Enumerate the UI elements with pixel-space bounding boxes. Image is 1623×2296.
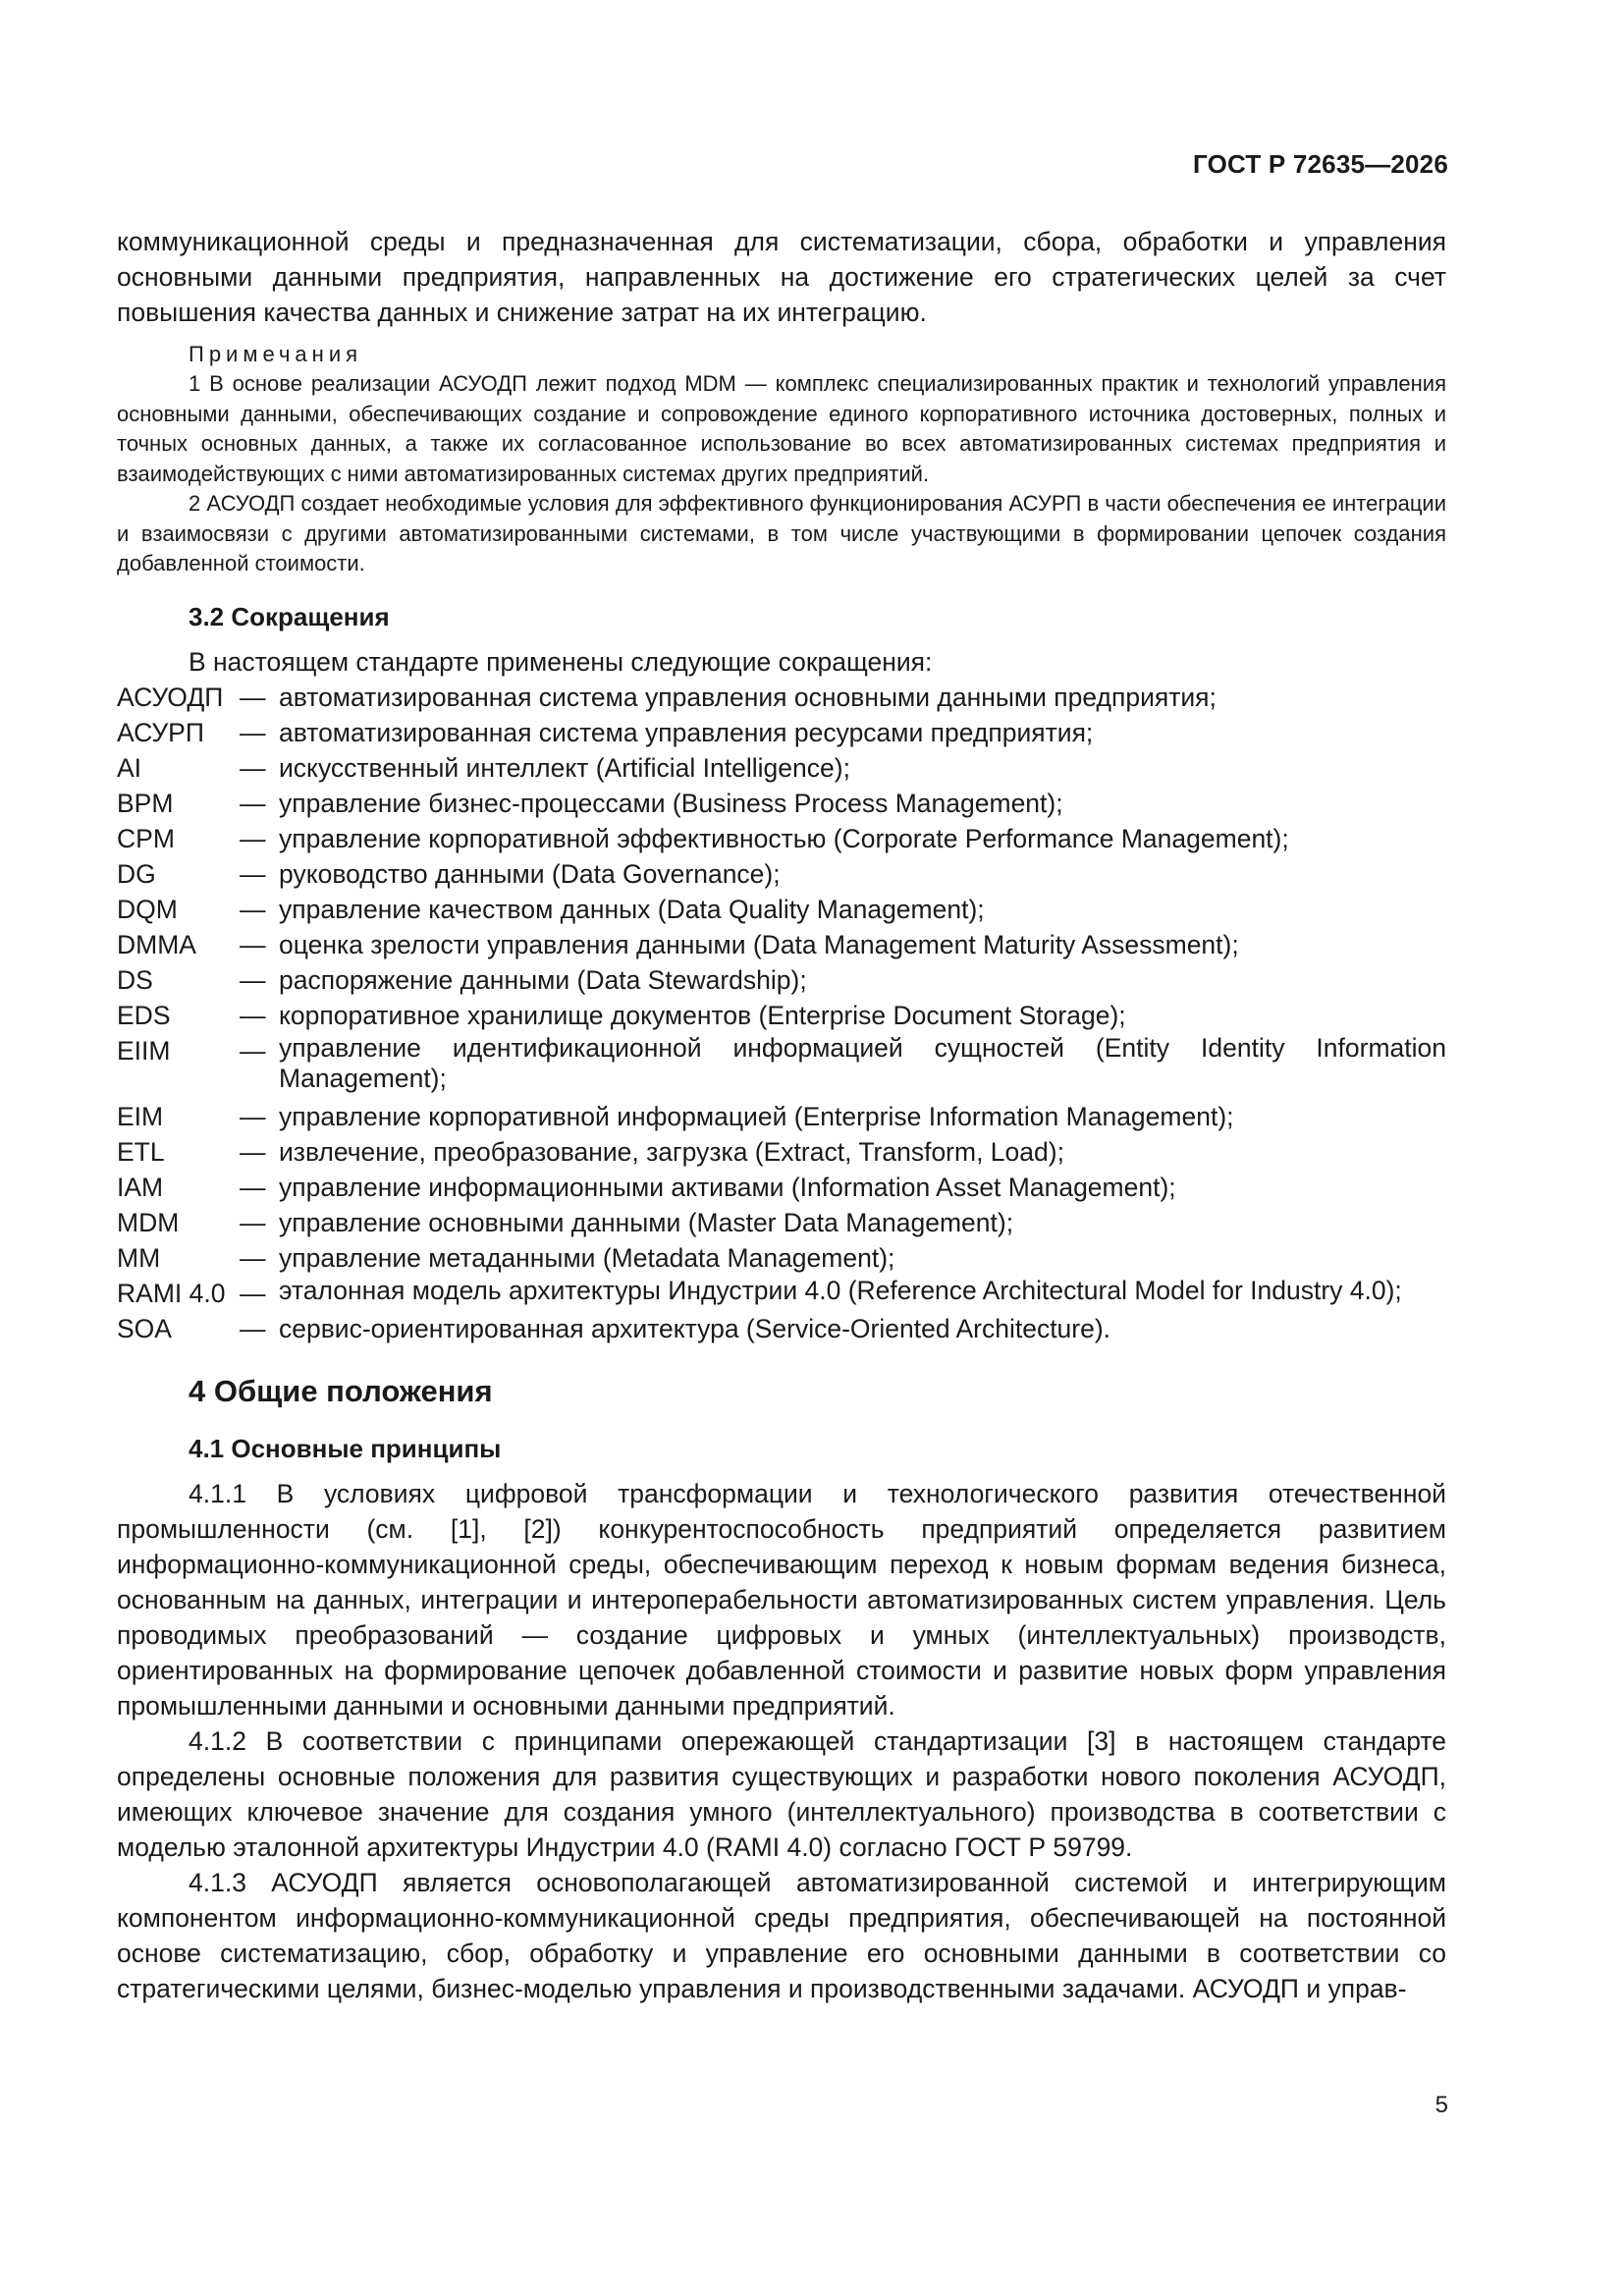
abbreviation-definition: управление корпоративной эффективностью (Corporate Performance Management);: [279, 823, 1289, 853]
abbreviation-row: [117, 1033, 1446, 1099]
abbreviation-dash: —: [240, 964, 266, 995]
abbreviation-dash: —: [240, 752, 266, 783]
abbreviation-definition: руководство данными (Data Governance);: [279, 858, 781, 889]
paragraph-4-1-2: 4.1.2 В соответствии с принципами опережающей стандартизации [3] в настоящем стандарте определены основные положения для развития существующих и разработки нового поколения АСУОДП, имеющих ключевое значение для создания умного (интеллектуального) производства в соответствии с моделью эталонной архитектуры Индустрии 4.0 (RAMI 4.0) согласно ГОСТ Р 59799.: [117, 1725, 1446, 1862]
abbreviation-term: MDM: [117, 1207, 180, 1237]
notes-title: Примечания: [189, 342, 363, 366]
abbreviation-definition: оценка зрелости управления данными (Data Management Maturity Assessment);: [279, 929, 1239, 959]
abbreviation-term: EIIM: [117, 1035, 171, 1066]
abbreviation-row: [117, 750, 1446, 786]
abbreviation-dash: —: [240, 1313, 266, 1343]
intro-paragraph: коммуникационной среды и предназначенная для систематизации, сбора, обработки и управления основными данными предприятия, направленных на достижение его стратегических целей за счет повышения качества данных и снижение затрат на их интеграцию.: [117, 227, 1446, 327]
abbreviation-term: АСУРП: [117, 717, 204, 747]
abbreviation-definition: автоматизированная система управления основными данными предприятия;: [279, 682, 1217, 712]
paragraph-4-1-1: 4.1.1 В условиях цифровой трансформации и технологического развития отечественной промышленности (см. [1], [2]) конкурентоспособность предприятий определяется развитием информационно-коммуникационной среды, обеспечивающим переход к новым формам ведения бизнеса, основанным на данных, интеграции и интероперабельности автоматизированных систем управления. Цель проводимых преобразований — создание цифровых и умных (интеллектуальных) производств, ориентированных на формирование цепочек добавленной стоимости и развитие новых форм управления промышленными данными и основными данными предприятий.: [117, 1478, 1446, 1721]
abbreviation-term: DQM: [117, 894, 178, 924]
abbreviation-dash: —: [240, 1172, 266, 1202]
abbreviation-dash: —: [240, 858, 266, 889]
note-item: 1 В основе реализации АСУОДП лежит подход MDM — комплекс специализированных практик и технологий управления основными данными, обеспечивающих создание и сопровождение единого корпоративного источника достоверных, полных и точных основных данных, а также их согласованное использование во всех автоматизированных системах предприятия и взаимодействующих с ними автоматизированных системах других предприятий.: [117, 371, 1446, 486]
abbreviation-term: АСУОДП: [117, 682, 224, 712]
abbreviation-term: ETL: [117, 1136, 165, 1167]
notes-block: [117, 340, 1446, 579]
abbreviation-definition: извлечение, преобразование, загрузка (Extract, Transform, Load);: [279, 1136, 1064, 1167]
abbreviation-term: SOA: [117, 1313, 172, 1343]
abbreviation-row: [117, 892, 1446, 927]
page-number: 5: [1434, 2092, 1448, 2118]
abbreviation-term: MM: [117, 1242, 161, 1273]
abbreviation-definition: корпоративное хранилище документов (Enterprise Document Storage);: [279, 1000, 1126, 1030]
abbreviation-row: [117, 680, 1446, 715]
abbreviation-dash: —: [240, 929, 266, 959]
abbreviation-row: [117, 1170, 1446, 1205]
abbreviation-dash: —: [240, 1207, 266, 1237]
abbreviation-definition: управление информационными активами (Information Asset Management);: [279, 1172, 1176, 1202]
note-item: 2 АСУОДП создает необходимые условия для эффективного функционирования АСУРП в части обеспечения ее интеграции и взаимосвязи с другими автоматизированными системами, в том числе участвующими в формировании цепочек создания добавленной стоимости.: [117, 491, 1446, 575]
standard-header: ГОСТ Р 72635—2026: [1193, 149, 1448, 179]
abbreviation-row: [117, 786, 1446, 821]
abbreviation-row: [117, 1311, 1446, 1346]
page-content: [117, 224, 1446, 2006]
abbreviations-intro: В настоящем стандарте применены следующие сокращения:: [189, 646, 933, 677]
abbreviation-row: [117, 962, 1446, 998]
abbreviation-dash: —: [240, 1035, 266, 1066]
abbreviation-term: DMMA: [117, 929, 196, 959]
abbreviation-term: DG: [117, 858, 156, 889]
abbreviation-term: IAM: [117, 1172, 164, 1202]
abbreviation-definition: управление идентификационной информацией сущностей (Entity Identity Information Management);: [279, 1032, 1446, 1093]
abbreviations-list: [117, 680, 1446, 1346]
abbreviation-definition: сервис-ориентированная архитектура (Service-Oriented Architecture).: [279, 1313, 1111, 1343]
section-heading-4: 4 Общие положения: [189, 1373, 493, 1408]
abbreviation-dash: —: [240, 1242, 266, 1273]
abbreviation-definition: искусственный интеллект (Artificial Intelligence);: [279, 752, 850, 783]
abbreviation-definition: управление основными данными (Master Data Management);: [279, 1207, 1014, 1237]
abbreviation-row: [117, 1099, 1446, 1134]
abbreviation-term: DS: [117, 964, 153, 995]
abbreviation-term: RAMI 4.0: [117, 1278, 226, 1308]
abbreviation-dash: —: [240, 894, 266, 924]
abbreviation-term: BPM: [117, 788, 174, 818]
abbreviation-term: EIM: [117, 1101, 164, 1131]
abbreviation-definition: управление корпоративной информацией (Enterprise Information Management);: [279, 1101, 1234, 1131]
abbreviation-row: [117, 998, 1446, 1033]
abbreviation-definition: управление качеством данных (Data Quality Management);: [279, 894, 985, 924]
abbreviation-term: AI: [117, 752, 142, 783]
abbreviation-dash: —: [240, 1101, 266, 1131]
abbreviation-row: [117, 1134, 1446, 1170]
abbreviation-dash: —: [240, 1000, 266, 1030]
abbreviation-definition: эталонная модель архитектуры Индустрии 4.0 (Reference Architectural Model for Industry 4.0);: [279, 1275, 1402, 1305]
abbreviation-definition: управление бизнес-процессами (Business Process Management);: [279, 788, 1063, 818]
abbreviation-row: [117, 1205, 1446, 1240]
abbreviation-row: [117, 715, 1446, 750]
abbreviation-row: [117, 1276, 1446, 1311]
abbreviation-row: [117, 1240, 1446, 1276]
abbreviation-definition: распоряжение данными (Data Stewardship);: [279, 964, 807, 995]
abbreviation-definition: управление метаданными (Metadata Management);: [279, 1242, 895, 1273]
section-heading-3-2: 3.2 Сокращения: [189, 601, 390, 631]
abbreviation-dash: —: [240, 788, 266, 818]
abbreviation-dash: —: [240, 823, 266, 853]
abbreviation-dash: —: [240, 717, 266, 747]
abbreviation-dash: —: [240, 682, 266, 712]
paragraph-4-1-3: 4.1.3 АСУОДП является основополагающей автоматизированной системой и интегрирующим компонентом информационно-коммуникационной среды предприятия, обеспечивающей на постоянной основе систематизацию, сбор, обработку и управление его основными данными в соответствии со стратегическими целями, бизнес-моделью управления и производственными задачами. АСУОДП и управ-: [117, 1867, 1446, 2003]
abbreviation-row: [117, 821, 1446, 856]
abbreviation-row: [117, 927, 1446, 962]
section-heading-4-1: 4.1 Основные принципы: [189, 1433, 502, 1463]
abbreviation-definition: автоматизированная система управления ресурсами предприятия;: [279, 717, 1094, 747]
abbreviation-dash: —: [240, 1278, 266, 1308]
abbreviation-term: EDS: [117, 1000, 171, 1030]
abbreviation-row: [117, 856, 1446, 892]
abbreviation-dash: —: [240, 1136, 266, 1167]
abbreviation-term: CPM: [117, 823, 175, 853]
